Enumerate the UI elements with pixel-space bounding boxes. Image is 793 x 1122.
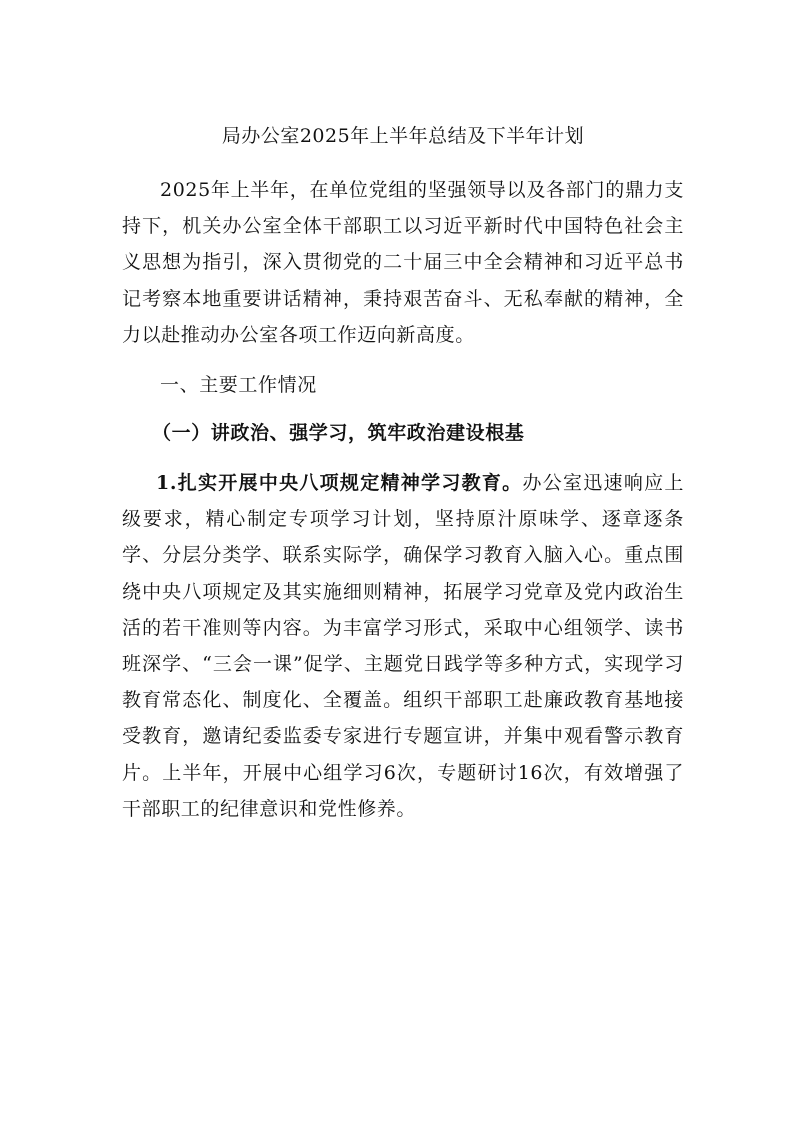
subsection-heading-politics-study: （一）讲政治、强学习，筑牢政治建设根基 — [152, 422, 525, 445]
item-1-lead: 1.扎实开展中央八项规定精神学习教育。 — [156, 472, 523, 495]
document-content — [122, 118, 684, 827]
section-heading-main-work: 一、主要工作情况 — [160, 374, 317, 397]
document-title: 局办公室2025年上半年总结及下半年计划 — [221, 125, 585, 147]
item-1-body: 办公室迅速响应上级要求，精心制定专项学习计划，坚持原汁原味学、逐章逐条学、分层分类学、联系实际学，确保学习教育入脑入心。重点围绕中央八项规定及其实施细则精神，拓展学习党章及党内政治生活的若干准则等内容。为丰富学习形式，采取中心组领学、读书班深学、“三会一课”促学、主题党日践学等多种方式，实现学习教育常态化、制度化、全覆盖。组织干部职工赴廉政教育基地接受教育，邀请纪委监委专家进行专题宣讲，并集中观看警示教育片。上半年，开展中心组学习6次，专题研讨16次，有效增强了干部职工的纪律意识和党性修养。 — [122, 472, 684, 820]
item-paragraph-1 — [122, 465, 684, 827]
intro-paragraph: 2025年上半年，在单位党组的坚强领导以及各部门的鼎力支持下，机关办公室全体干部职工以习近平新时代中国特色社会主义思想为指引，深入贯彻党的二十届三中全会精神和习近平总书记考察本地重要讲话精神，秉持艰苦奋斗、无私奉献的精神，全力以赴推动办公室各项工作迈向新高度。 — [122, 179, 684, 346]
